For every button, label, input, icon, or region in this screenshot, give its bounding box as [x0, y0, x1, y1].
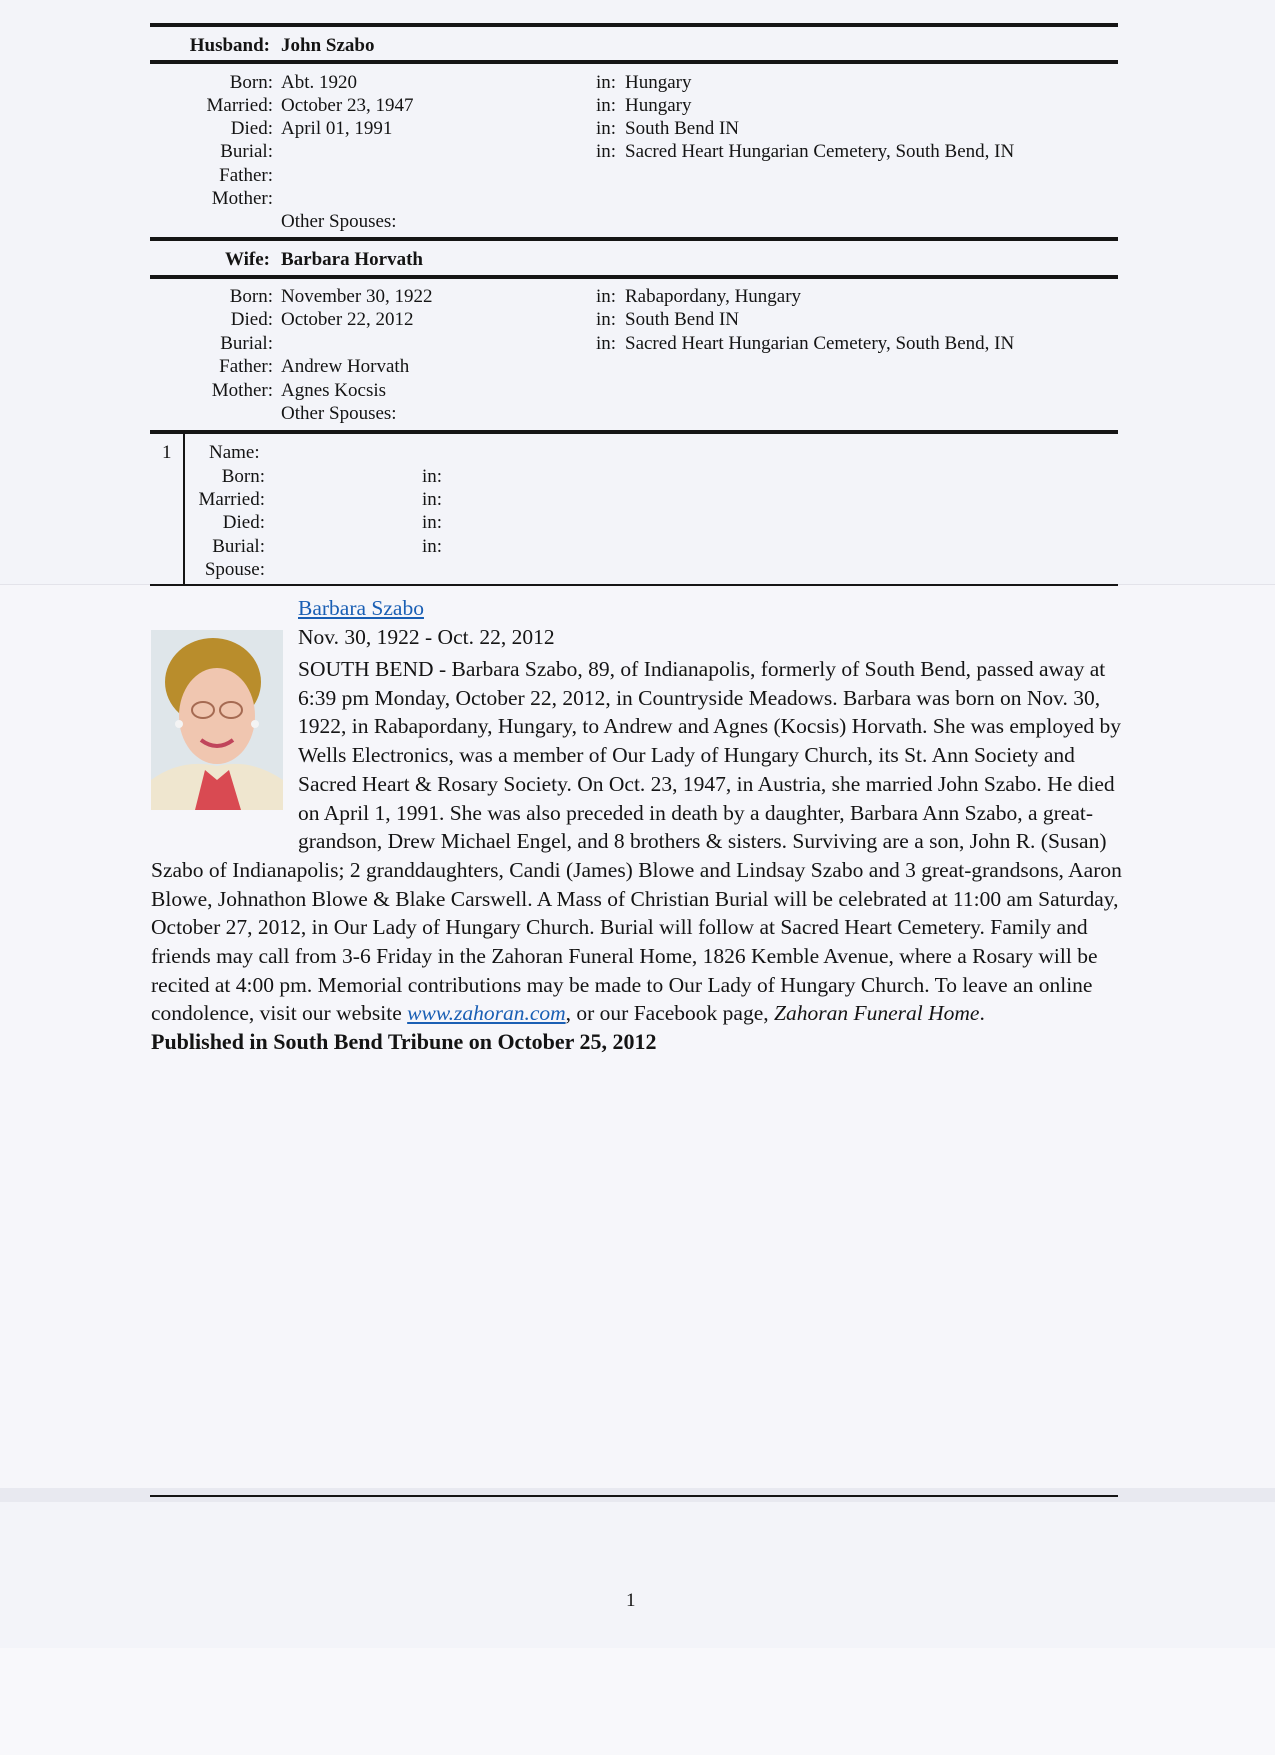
child-born-in: in: [422, 466, 443, 487]
obituary-body-text: SOUTH BEND - Barbara Szabo, 89, of Indianapolis, formerly of South Bend, passed away at 6:39 pm Monday, October 22, 2012, in Countryside Meadows. Barbara was born on Nov. 30, 1922, in Rabapordany, Hungary, to Andrew and Agnes (Kocsis) Horvath. She was employed by Wells Electronics, was a member of Our Lady of Hungary Church, its St. Ann Society and Sacred Heart & Rosary Society. On Oct. 23, 1947, in Austria, she married John Szabo. He died on April 1, 1991. She was also preceded in death by a daughter, Barbara Ann Szabo, a great-grandson, Drew Michael Engel, and 8 brothers & sisters. Surviving are a son, John R. (Susan) Szabo of Indianapolis; 2 granddaughters, Candi (James) Blowe and Lindsay Szabo and 3 great-grandsons, Aaron Blowe, Johnathon Blowe & Blake Carswell. A Mass of Christian Burial will be celebrated at 11:00 am Saturday, October 27, 2012, in Our Lady of Hungary Church. Burial will follow at Sacred Heart Cemetery. Family and friends may call from 3-6 Friday in the Zahoran Funeral Home, 1826 Kemble Avenue, where a Rosary will be recited at 4:00 pm. Memorial contributions may be made to Our Lady of Hungary Church. To leave an online condolence, visit our website [151, 657, 1122, 1026]
child-died-in: in: [422, 512, 443, 533]
husband-other-spouses: Other Spouses: [281, 211, 397, 232]
wife-mother-value: Agnes Kocsis [281, 380, 387, 401]
husband-mother-label: Mother: [211, 188, 273, 209]
child-born-label: Born: [221, 466, 265, 487]
husband-burial-in: in: [596, 141, 617, 162]
wife-name: Barbara Horvath [281, 249, 423, 270]
wife-died-in: in: [596, 309, 617, 330]
section-rule [150, 275, 1118, 279]
husband-died-value: April 01, 1991 [281, 118, 393, 139]
child-burial-in: in: [422, 536, 443, 557]
husband-married-label: Married: [206, 95, 273, 116]
wife-heading-label: Wife: [224, 249, 270, 270]
wife-burial-in: in: [596, 333, 617, 354]
husband-died-in: in: [596, 118, 617, 139]
scan-margin [0, 1648, 1275, 1755]
husband-born-place: Hungary [625, 72, 692, 93]
husband-married-value: October 23, 1947 [281, 95, 414, 116]
husband-born-label: Born: [229, 72, 273, 93]
obituary-facebook-lead: , or our Facebook page, [565, 1001, 769, 1026]
child-number: 1 [162, 442, 172, 463]
wife-mother-label: Mother: [211, 380, 273, 401]
child-name-label: Name: [209, 442, 260, 463]
photo-spacer [151, 655, 298, 835]
obituary-website-link[interactable]: www.zahoran.com [407, 1001, 566, 1026]
husband-died-label: Died: [230, 118, 273, 139]
wife-burial-label: Burial: [220, 333, 273, 354]
obituary-body [151, 655, 1126, 1057]
husband-died-place: South Bend IN [625, 118, 739, 139]
section-rule [150, 584, 1118, 586]
wife-died-place: South Bend IN [625, 309, 739, 330]
obituary-name-link[interactable]: Barbara Szabo [298, 596, 424, 620]
section-rule [150, 60, 1118, 64]
obituary-period: . [979, 1001, 985, 1026]
wife-burial-place: Sacred Heart Hungarian Cemetery, South Bend, IN [625, 333, 1015, 354]
obituary-published-line: Published in South Bend Tribune on October 25, 2012 [151, 1029, 657, 1055]
husband-heading-label: Husband: [189, 35, 270, 56]
child-burial-label: Burial: [212, 536, 265, 557]
wife-other-spouses: Other Spouses: [281, 403, 397, 424]
wife-father-label: Father: [219, 356, 273, 377]
wife-born-value: November 30, 1922 [281, 286, 433, 307]
husband-born-value: Abt. 1920 [281, 72, 357, 93]
section-rule [150, 23, 1118, 27]
obituary-facebook-page: Zahoran Funeral Home [774, 1001, 980, 1026]
child-died-label: Died: [222, 512, 265, 533]
wife-died-value: October 22, 2012 [281, 309, 414, 330]
husband-married-place: Hungary [625, 95, 692, 116]
child-married-label: Married: [198, 489, 265, 510]
section-rule [150, 237, 1118, 241]
husband-name: John Szabo [281, 35, 375, 56]
child-married-in: in: [422, 489, 443, 510]
section-rule [150, 1495, 1118, 1497]
husband-born-in: in: [596, 72, 617, 93]
page-number: 1 [626, 1590, 636, 1611]
wife-born-place: Rabapordany, Hungary [625, 286, 802, 307]
wife-born-in: in: [596, 286, 617, 307]
husband-burial-place: Sacred Heart Hungarian Cemetery, South Bend, IN [625, 141, 1015, 162]
section-rule [150, 430, 1118, 434]
wife-born-label: Born: [229, 286, 273, 307]
wife-father-value: Andrew Horvath [281, 356, 410, 377]
husband-burial-label: Burial: [220, 141, 273, 162]
obituary-dates: Nov. 30, 1922 - Oct. 22, 2012 [298, 625, 555, 649]
child-spouse-label: Spouse: [204, 559, 265, 580]
husband-father-label: Father: [219, 165, 273, 186]
wife-died-label: Died: [230, 309, 273, 330]
husband-married-in: in: [596, 95, 617, 116]
